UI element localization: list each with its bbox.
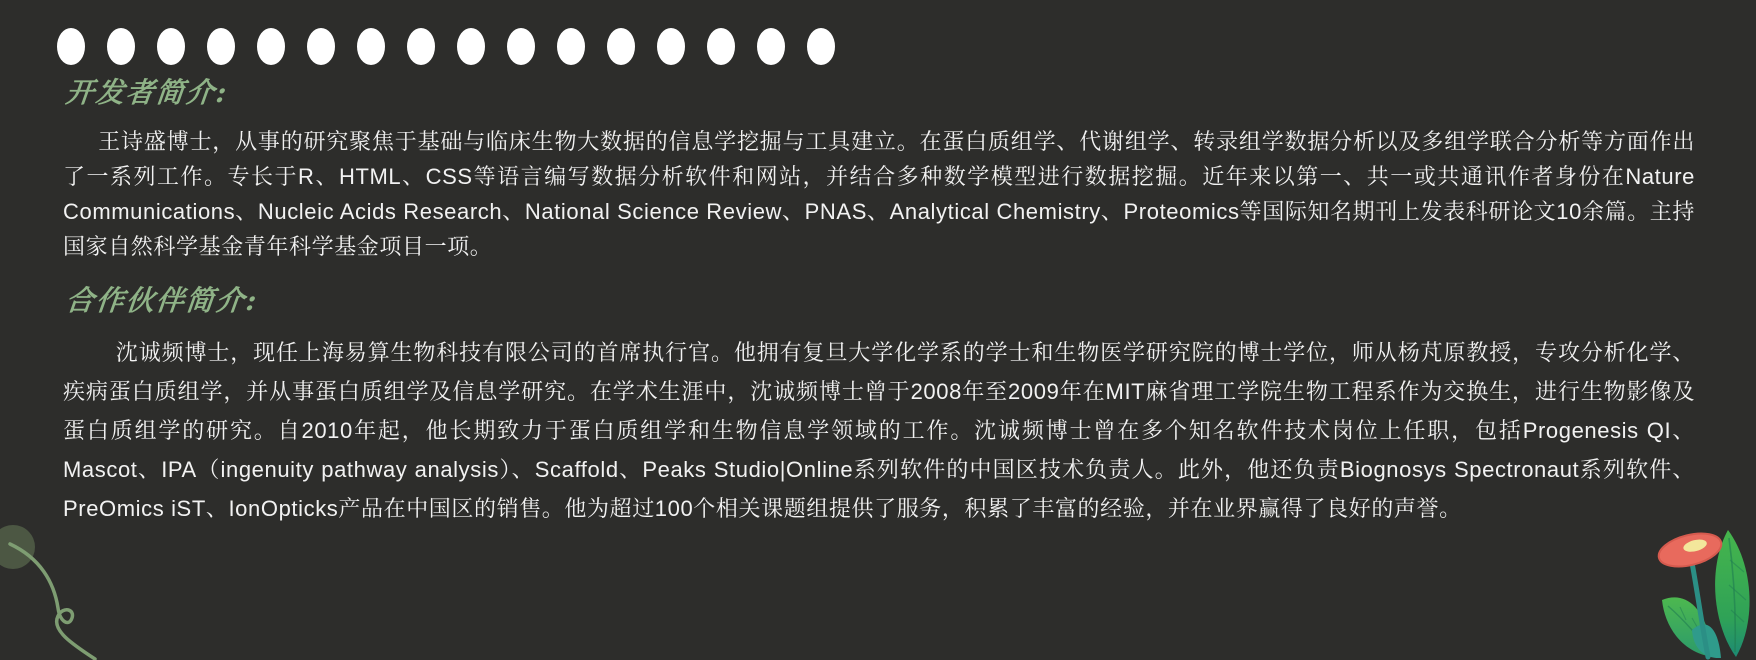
dot-decoration: [457, 28, 485, 65]
plant-flower-decoration: [1556, 460, 1756, 660]
section-heading-partner: 合作伙伴简介:: [64, 284, 261, 317]
dot-decoration: [557, 28, 585, 65]
dot-decoration: [707, 28, 735, 65]
partner-intro-paragraph: 沈诚频博士，现任上海易算生物科技有限公司的首席执行官。他拥有复旦大学化学系的学士和生物医学研究院的博士学位，师从杨芃原教授，专攻分析化学、疾病蛋白质组学，并从事蛋白质组学及信息学研究。在学术生涯中，沈诚频博士曾于2008年至2009年在MIT麻省理工学院生物工程系作为交换生，进行生物影像及蛋白质组学的研究。自2010年起，他长期致力于蛋白质组学和生物信息学领域的工作。沈诚频博士曾在多个知名软件技术岗位上任职，包括Progenesis QI、Mascot、IPA（ingenuity pathway analysis）、Scaffold、Peaks Studio|Online系列软件的中国区技术负责人。此外，他还负责Biognosys Spectronaut系列软件、PreOmics iST、IonOpticks产品在中国区的销售。他为超过100个相关课题组提供了服务，积累了丰富的经验，并在业界赢得了良好的声誉。: [63, 340, 1695, 521]
dot-decoration: [357, 28, 385, 65]
dot-decoration: [807, 28, 835, 65]
dot-decoration: [257, 28, 285, 65]
vine-decoration: [0, 460, 180, 660]
dot-decoration: [157, 28, 185, 65]
dot-decoration: [307, 28, 335, 65]
binder-dots: [57, 28, 835, 65]
section-heading-developer: 开发者简介:: [64, 76, 231, 109]
dot-decoration: [757, 28, 785, 65]
dot-decoration: [507, 28, 535, 65]
dot-decoration: [407, 28, 435, 65]
dot-decoration: [607, 28, 635, 65]
dot-decoration: [657, 28, 685, 65]
dot-decoration: [107, 28, 135, 65]
dot-decoration: [207, 28, 235, 65]
developer-intro-paragraph: 王诗盛博士，从事的研究聚焦于基础与临床生物大数据的信息学挖掘与工具建立。在蛋白质组学、代谢组学、转录组学数据分析以及多组学联合分析等方面作出了一系列工作。专长于R、HTML、CSS等语言编写数据分析软件和网站，并结合多种数学模型进行数据挖掘。近年来以第一、共一或共通讯作者身份在Nature Communications、Nucleic Acids Research、National Science Review、PNAS、Analytical Chemistry、Proteomics等国际知名期刊上发表科研论文10余篇。主持国家自然科学基金青年科学基金项目一项。: [63, 129, 1695, 259]
dot-decoration: [57, 28, 85, 65]
